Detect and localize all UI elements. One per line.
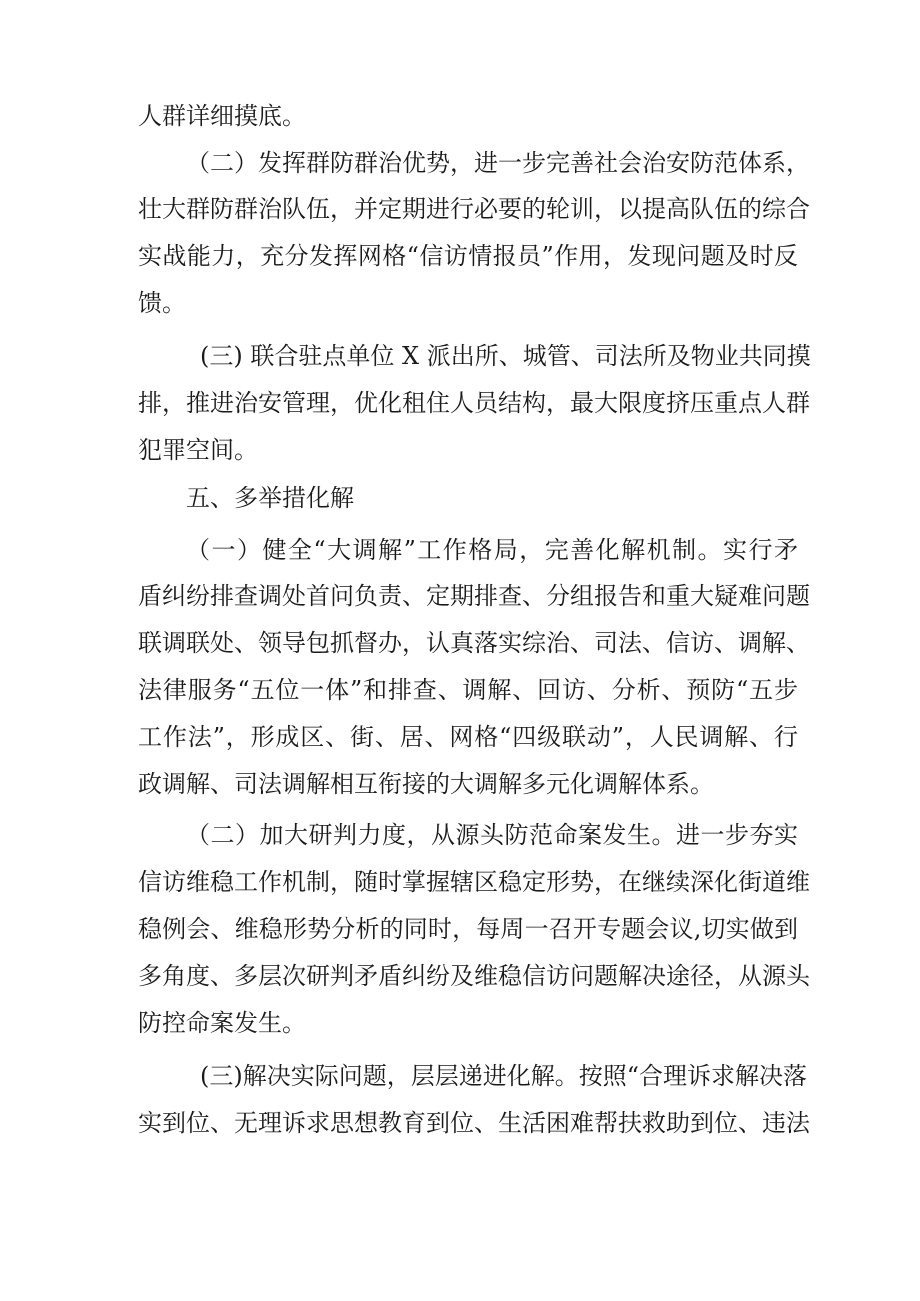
- text-line: 人群详细摸底。: [138, 102, 306, 130]
- section-heading: 五、多举措化解: [186, 484, 354, 512]
- text-line: (三)解决实际问题，层层递进化解。按照“合理诉求解决落: [200, 1062, 807, 1090]
- text-line: 盾纠纷排查调处首问负责、定期排查、分组报告和重大疑难问题: [138, 582, 810, 610]
- text-line: 实战能力，充分发挥网格“信访情报员”作用，发现问题及时反: [138, 242, 798, 270]
- text-line: (三) 联合驻点单位 X 派出所、城管、司法所及物业共同摸: [200, 342, 811, 370]
- text-line: 信访维稳工作机制，随时掌握辖区稳定形势，在继续深化街道维: [138, 868, 810, 896]
- text-line: （一）健全“大调解”工作格局，完善化解机制。实行矛: [186, 536, 798, 564]
- text-line: 实到位、无理诉求思想教育到位、生活困难帮扶救助到位、违法: [138, 1109, 810, 1137]
- text-line: 政调解、司法调解相互衔接的大调解多元化调解体系。: [138, 770, 714, 798]
- text-line: 联调联处、领导包抓督办，认真落实综治、司法、信访、调解、: [138, 629, 810, 657]
- text-line: 排，推进治安管理，优化租住人员结构，最大限度挤压重点人群: [138, 389, 810, 417]
- text-line: 馈。: [138, 289, 186, 317]
- text-line: 工作法”，形成区、街、居、网格“四级联动”，人民调解、行: [138, 723, 798, 751]
- text-line: （二）加大研判力度，从源头防范命案发生。进一步夯实: [186, 821, 798, 849]
- text-line: （二）发挥群防群治优势，进一步完善社会治安防范体系，: [186, 149, 810, 177]
- text-line: 犯罪空间。: [138, 436, 258, 464]
- text-line: 壮大群防群治队伍，并定期进行必要的轮训，以提高队伍的综合: [138, 195, 810, 223]
- text-line: 多角度、多层次研判矛盾纠纷及维稳信访问题解决途径，从源头: [138, 962, 810, 990]
- text-line: 防控命案发生。: [138, 1009, 306, 1037]
- text-line: 法律服务“五位一体”和排查、调解、回访、分析、预防“五步: [138, 676, 798, 704]
- text-line: 稳例会、维稳形势分析的同时，每周一召开专题会议,切实做到: [138, 915, 798, 943]
